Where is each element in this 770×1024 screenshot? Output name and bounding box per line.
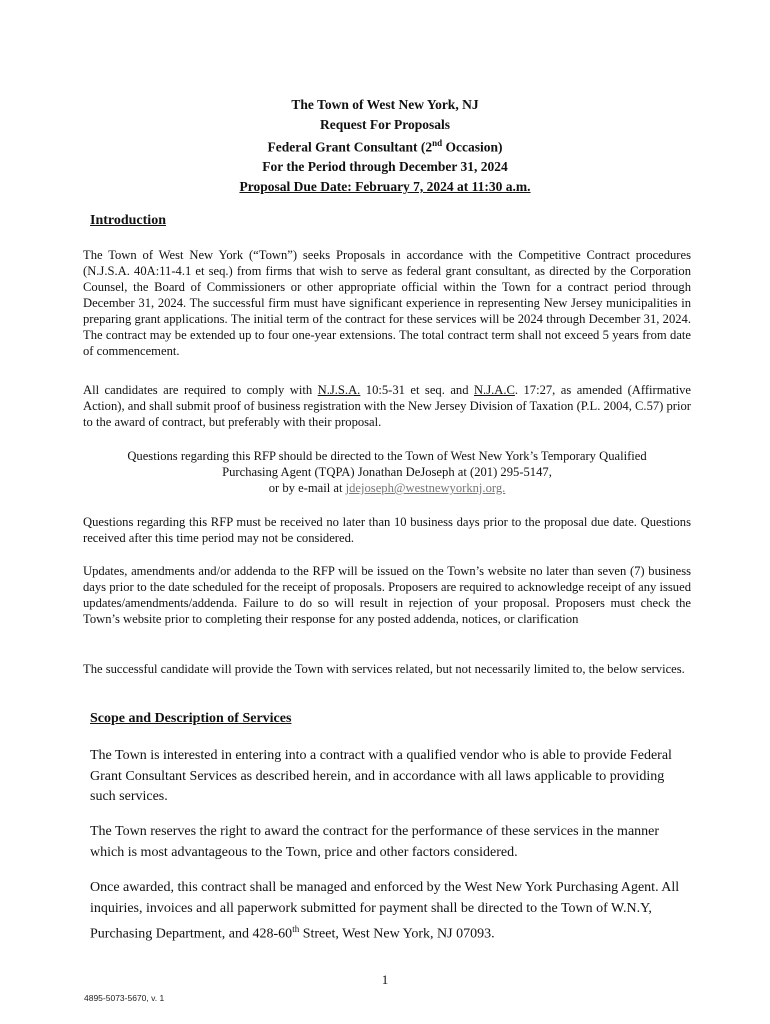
contact-email-link[interactable]: jdejoseph@westnewyorknj.org. (345, 481, 506, 495)
intro-addenda-paragraph: Updates, amendments and/or addenda to the RFP will be issued on the Town’s website no later than seven (7) business days prior to the date scheduled for the receipt of proposals. Proposers are required to acknowledge receipt of any issued updates/amendments/addenda. Failure to do so will result in rejection of your proposal. Proposers must check the Town’s website prior to completing their response for any posted addenda, notices, or clarification (83, 564, 691, 626)
aa-njac: N.J.A.C (473, 383, 515, 397)
scope-paragraph-1: The Town is interested in entering into a contract with a qualified vendor who is able to provide Federal Grant Consultant Services as described herein, and in accordance with all laws applicable to providing such services. (90, 748, 672, 804)
scope-p3-text-end: Street, West New York, NJ 07093. (299, 926, 495, 942)
title-block (0, 95, 770, 196)
document-id: 4895-5073-5670, v. 1 (84, 993, 165, 1003)
title-service-text: Federal Grant Consultant (2 (267, 139, 433, 155)
aa-njsa: N.J.S.A. (317, 383, 361, 397)
intro-paragraph-affirmative-action (83, 382, 691, 430)
introduction-heading: Introduction (90, 213, 166, 228)
title-rfp: Request For Proposals (319, 116, 450, 132)
scope-paragraph-3 (90, 878, 682, 945)
intro-paragraph-1: The Town of West New York (“Town”) seeks Proposals in accordance with the Competitive Contract procedures (N.J.S.A. 40A:11-4.1 et seq.) from firms that wish to serve as federal grant consultant, as directed by the Corporation Counsel, the Board of Commissioners or other appropriate official within the Town for a contract period through December 31, 2024. The successful firm must have significant experience in representing New Jersey municipalities in preparing grant applications. The initial term of the contract for these services will be 2024 through December 31, 2024. The contract may be extended up to four one-year extensions. The total contract term shall not exceed 5 years from date of commencement. (83, 248, 691, 358)
title-service-sup: nd (432, 138, 443, 149)
contact-line-3 (83, 480, 691, 496)
scope-paragraph-2: The Town reserves the right to award the contract for the performance of these services in the manner which is most advantageous to the Town, price and other factors considered. (90, 824, 660, 860)
title-due-date: Proposal Due Date: February 7, 2024 at 11:30 a.m. (239, 178, 531, 194)
title-service-text-end: Occasion) (442, 139, 503, 155)
intro-services-paragraph: The successful candidate will provide the Town with services related, but not necessarily limited to, the below services. (83, 662, 685, 676)
title-town: The Town of West New York, NJ (291, 97, 479, 112)
scope-heading: Scope and Description of Services (90, 711, 292, 726)
aa-text-c: . 17:27, as amended (Affirmative Action), and shall submit proof of business registration with the New Jersey Division of Taxation (P.L. 2004, C.57) prior to the award of contract, but preferably with their proposal. (83, 383, 692, 429)
scope-p3-text: Once awarded, this contract shall be managed and enforced by the West New York Purchasing Agent. All inquiries, invoices and all paperwork submitted for payment shall be directed to the Town of W.N.Y, Purchasing Department, and 428-60 (90, 880, 680, 942)
intro-contact-paragraph (83, 448, 691, 496)
page-number: 1 (381, 972, 389, 987)
intro-questions-deadline: Questions regarding this RFP must be received no later than 10 business days prior to the proposal due date. Questions received after this time period may not be considered. (83, 515, 691, 545)
contact-line-1: Questions regarding this RFP should be directed to the Town of West New York’s Temporary Qualified (127, 449, 647, 463)
contact-line-2: Purchasing Agent (TQPA) Jonathan DeJoseph at (201) 295-5147, (222, 465, 552, 479)
title-period: For the Period through December 31, 2024 (262, 159, 508, 175)
contact-email-prefix: or by e-mail at (268, 481, 346, 495)
scope-p3-sup: th (292, 924, 300, 934)
title-service (0, 134, 770, 157)
aa-text-b: 10:5-31 et seq. and (360, 383, 474, 397)
aa-text-a: All candidates are required to comply with (83, 383, 318, 397)
